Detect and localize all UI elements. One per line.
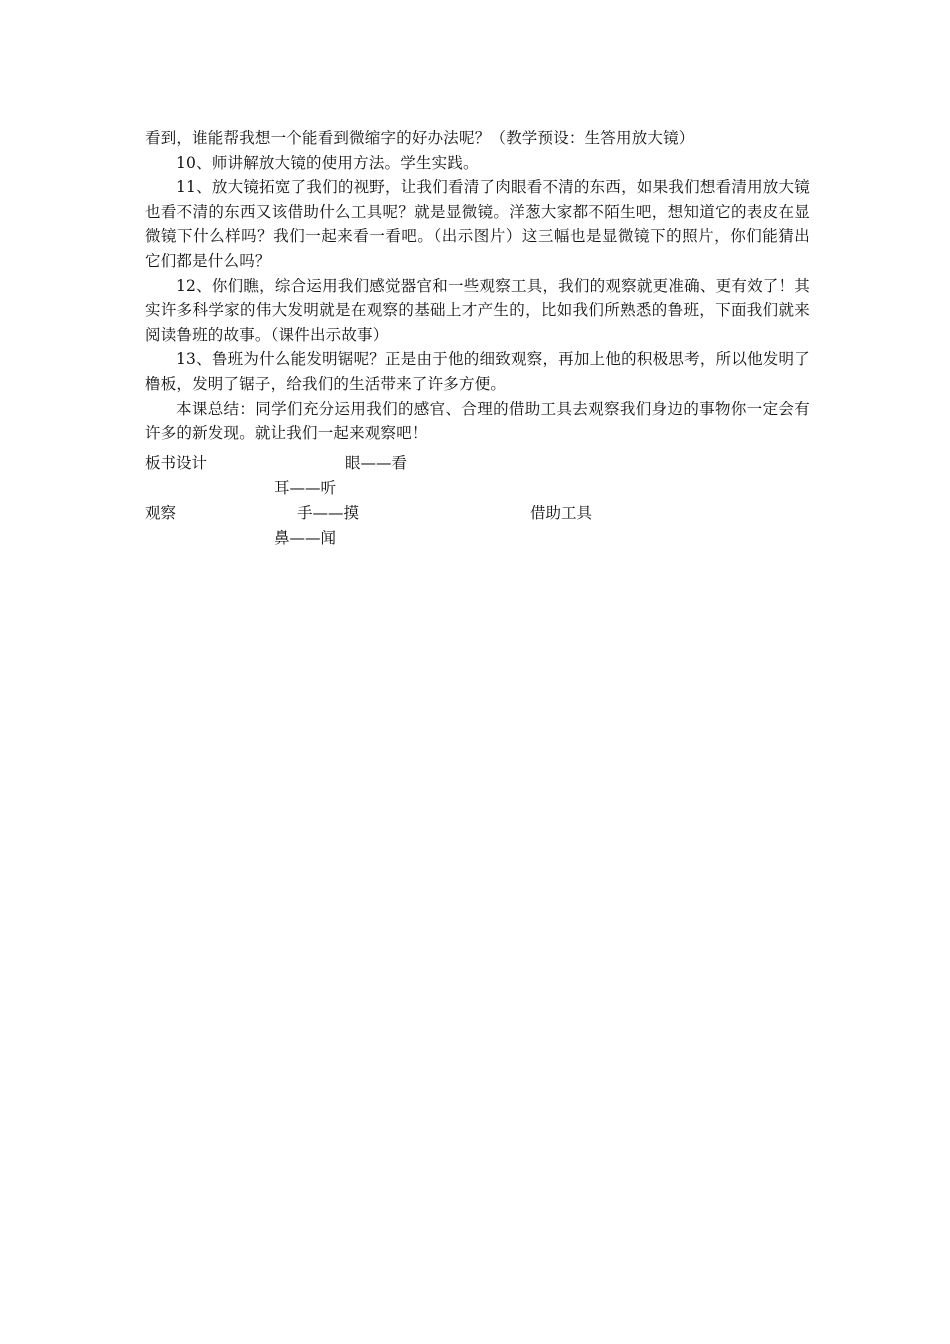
lesson-body — [145, 126, 810, 446]
board-eye-see: 眼——看 — [345, 454, 408, 472]
board-ear-hear: 耳——听 — [274, 479, 337, 497]
paragraph-step-10: 10、师讲解放大镜的使用方法。学生实践。 — [176, 153, 479, 172]
board-heading: 板书设计 — [145, 454, 208, 472]
paragraph-step-12: 12、你们瞧，综合运用我们感觉器官和一些观察工具，我们的观察就更准确、更有效了！其实许多科学家的伟大发明就是在观察的基础上才产生的，比如我们所熟悉的鲁班，下面我们就来阅读鲁班的故事。（课件出示故事） — [145, 276, 810, 344]
board-tools: 借助工具 — [530, 504, 593, 522]
board-observe: 观察 — [145, 504, 177, 522]
board-nose-smell: 鼻——闻 — [274, 529, 337, 547]
paragraph-continuation: 看到，谁能帮我想一个能看到微缩字的好办法呢？（教学预设：生答用放大镜） — [145, 129, 695, 147]
paragraph-step-11: 11、放大镜拓宽了我们的视野，让我们看清了肉眼看不清的东西，如果我们想看清用放大镜也看不清的东西又该借助什么工具呢？就是显微镜。洋葱大家都不陌生吧，想知道它的表皮在显微镜下什么样吗？我们一起来看一看吧。（出示图片）这三幅也是显微镜下的照片，你们能猜出它们都是什么吗？ — [145, 178, 810, 270]
paragraph-step-13: 13、鲁班为什么能发明锯呢？正是由于他的细致观察，再加上他的积极思考，所以他发明了橹板，发明了锯子，给我们的生活带来了许多方便。 — [145, 350, 810, 393]
board-hand-touch: 手——摸 — [297, 504, 360, 522]
paragraph-summary: 本课总结：同学们充分运用我们的感官、合理的借助工具去观察我们身边的事物你一定会有许多的新发现。就让我们一起来观察吧！ — [145, 399, 810, 443]
